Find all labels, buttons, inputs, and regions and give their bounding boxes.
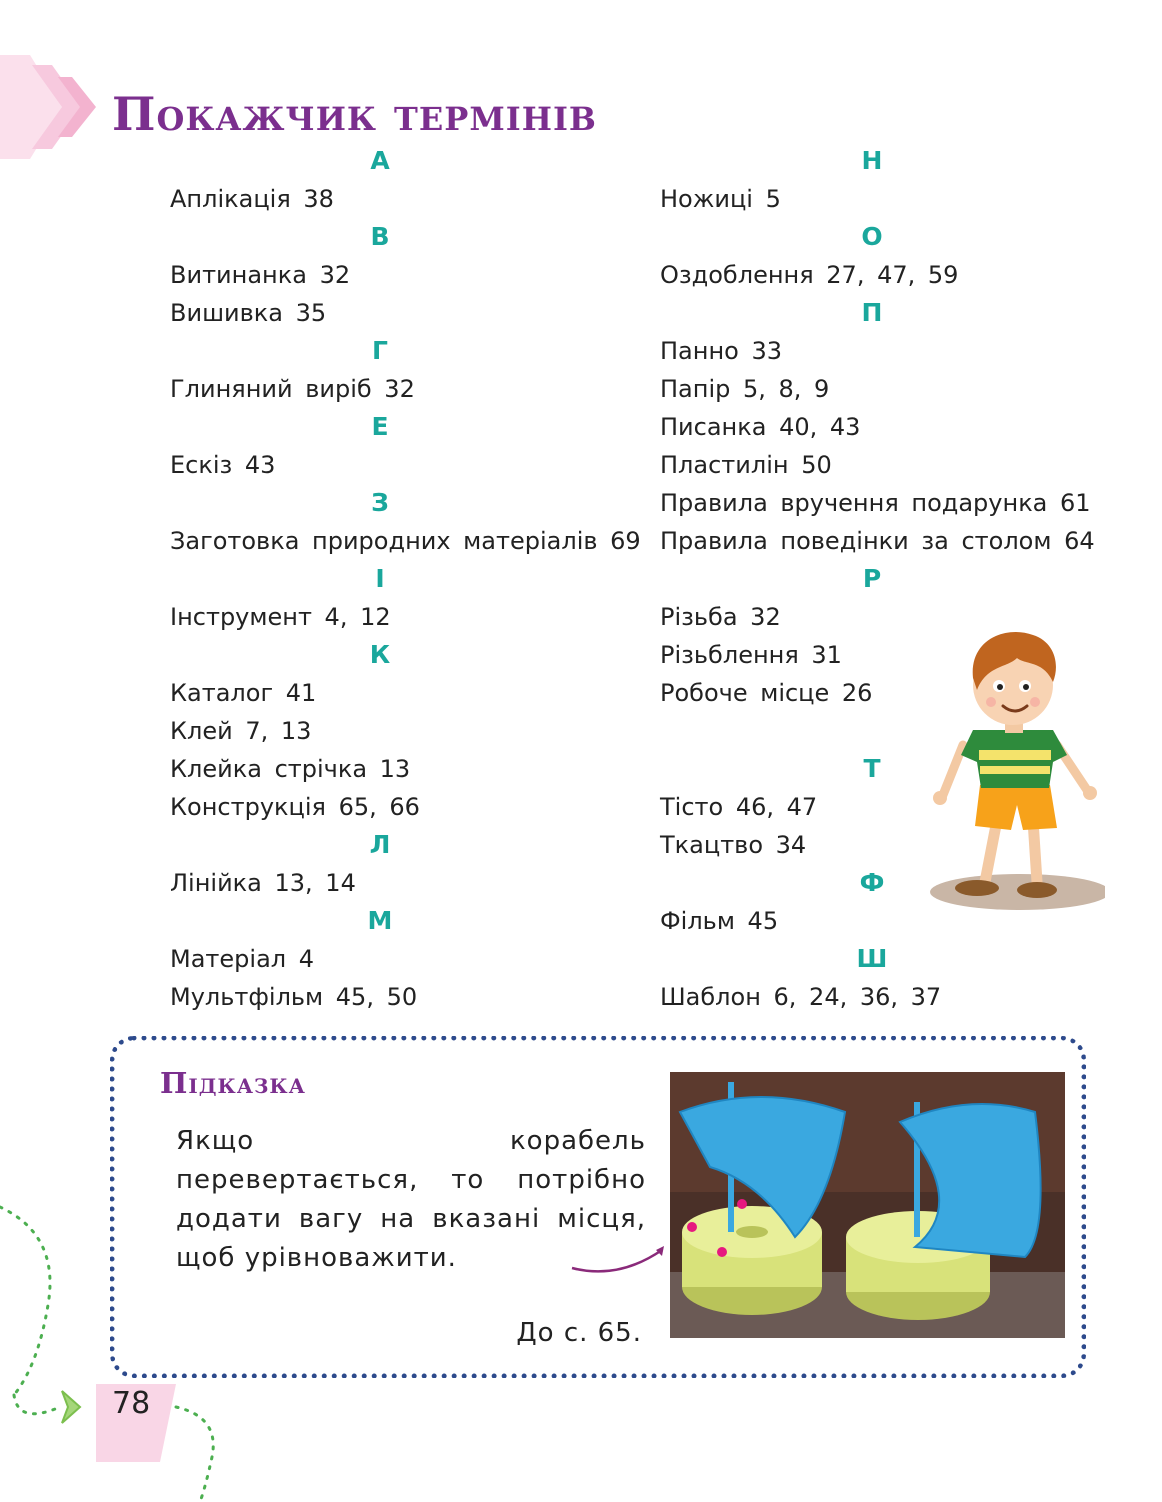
index-letter: Е (371, 412, 389, 441)
index-entry: Папір 5, 8, 9 (660, 375, 830, 403)
index-entry: Оздоблення 27, 47, 59 (660, 261, 959, 289)
index-entry: Каталог 41 (170, 679, 317, 707)
index-letter: Ш (856, 944, 888, 973)
hint-reference: До с. 65. (516, 1318, 642, 1348)
index-entry: Пластилін 50 (660, 451, 832, 479)
index-letter: Л (369, 830, 391, 859)
index-entry: Лінійка 13, 14 (170, 869, 356, 897)
index-letter: Ф (859, 868, 885, 897)
index-entry: Різьба 32 (660, 603, 781, 631)
index-letter: А (370, 146, 390, 175)
boy-illustration (925, 620, 1105, 915)
arrow-icon (568, 1242, 668, 1282)
index-letter: І (375, 564, 385, 593)
index-column-left (170, 142, 641, 1016)
index-letter: З (371, 488, 389, 517)
page-title: Покажчик термінів (112, 87, 597, 141)
index-letter: Т (863, 754, 881, 783)
index-entry: Панно 33 (660, 337, 782, 365)
index-entry: Правила вручення подарунка 61 (660, 489, 1091, 517)
index-entry: Шаблон 6, 24, 36, 37 (660, 983, 942, 1011)
index-letter: К (369, 640, 391, 669)
index-entry: Тісто 46, 47 (660, 793, 818, 821)
index-entry: Фільм 45 (660, 907, 779, 935)
index-entry: Ткацтво 34 (660, 831, 807, 859)
index-entry: Аплікація 38 (170, 185, 334, 213)
index-entry: Різьблення 31 (660, 641, 842, 669)
index-entry: Глиняний виріб 32 (170, 375, 415, 403)
sailboats-photo (670, 1072, 1065, 1338)
index-entry: Правила поведінки за столом 64 (660, 527, 1095, 555)
index-entry: Робоче місце 26 (660, 679, 873, 707)
index-entry: Матеріал 4 (170, 945, 315, 973)
index-entry: Заготовка природних матеріалів 69 (170, 527, 641, 555)
index-letter: О (861, 222, 883, 251)
index-entry: Витинанка 32 (170, 261, 351, 289)
index-entry: Вишивка 35 (170, 299, 327, 327)
index-letter: Г (372, 336, 388, 365)
index-entry: Інструмент 4, 12 (170, 603, 391, 631)
index-entry: Ножиці 5 (660, 185, 781, 213)
index-letter: В (370, 222, 390, 251)
index-letter: М (367, 906, 393, 935)
index-entry: Клей 7, 13 (170, 717, 312, 745)
index-letter: Н (861, 146, 883, 175)
index-entry: Писанка 40, 43 (660, 413, 861, 441)
index-entry: Ескіз 43 (170, 451, 276, 479)
hint-text: Якщо корабель перевертається, то потрібно додати вагу на вказані місця, щоб урівноважити. (176, 1126, 646, 1273)
hint-title: Підказка (160, 1066, 306, 1100)
index-entry: Конструкція 65, 66 (170, 793, 420, 821)
index-letter: Р (862, 564, 882, 593)
index-entry: Мультфільм 45, 50 (170, 983, 418, 1011)
page-number: 78 (112, 1386, 151, 1421)
chevron-decoration-icon (0, 55, 100, 165)
index-entry: Клейка стрічка 13 (170, 755, 411, 783)
index-letter: П (861, 298, 883, 327)
